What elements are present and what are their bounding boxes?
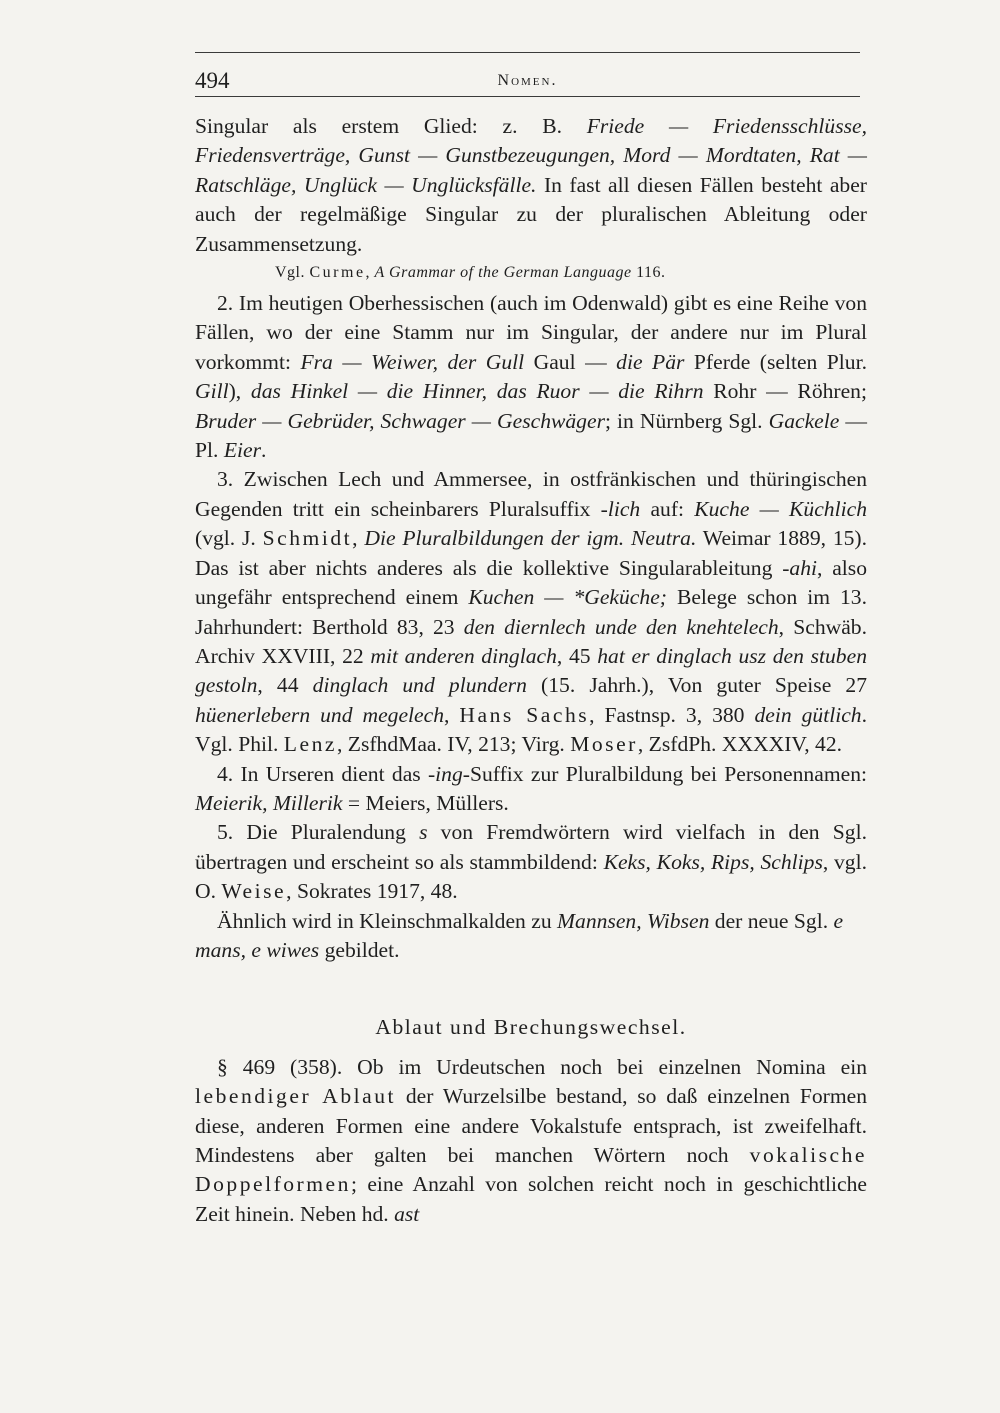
header-top-rule <box>195 52 860 53</box>
running-header <box>195 60 860 94</box>
paragraph-469-ablaut: § 469 (358). Ob im Urdeutschen noch bei einzelnen Nomina ein lebendiger Ablaut der Wurzelsilbe bestand, so daß einzelnen Formen diese, anderen Formen eine andere Vokalstufe entsprach, ist zweifelhaft. Mindestens aber galten bei manchen Wörtern noch vokalische Doppelformen; eine Anzahl von solchen reicht noch in geschichtliche Zeit hinein. Neben hd. ast <box>195 1054 867 1226</box>
paragraph-3-lech-ammersee: 3. Zwischen Lech und Ammersee, in ostfränkischen und thüringischen Gegenden tritt ein scheinbarers Pluralsuffix -lich auf: Kuche — Küchlich (vgl. J. Schmidt, Die Pluralbildungen der igm. Neutra. Weimar 1889, 15). Das ist aber nichts anderes als die kollektive Singularableitung -ahi, also ungefähr entsprechend einem Kuchen — *Geküche; Belege schon im 13. Jahrhundert: Berthold 83, 23 den diernlech unde den knehtelech, Schwäb. Archiv XXVIII, 22 mit anderen dinglach, 45 hat er dinglach usz den stuben gestoln, 44 dinglach und plundern (15. Jahrh.), Von guter Speise 27 hüenerlebern und megelech, Hans Sachs, Fastnsp. 3, 380 dein gütlich. Vgl. Phil. Lenz, ZsfhdMaa. IV, 213; Virg. Moser, ZsfdPh. XXXXIV, 42. <box>195 467 868 757</box>
header-bottom-rule <box>195 96 860 97</box>
paragraph-kleinschmalkalden: Ähnlich wird in Kleinschmalkalden zu Mannsen, Wibsen der neue Sgl. e mans, e wiwes gebildet. <box>195 908 844 962</box>
paragraph-2-oberhessisch: 2. Im heutigen Oberhessischen (auch im Odenwald) gibt es eine Reihe von Fällen, wo der eine Stamm nur im Singular, der andere nur im Plural vorkommt: Fra — Weiwer, der Gull Gaul — die Pär Pferde (selten Plur. Gill), das Hinkel — die Hinner, das Ruor — die Rihrn Rohr — Röhren; Bruder — Gebrüder, Schwager — Geschwäger; in Nürnberg Sgl. Gackele — Pl. Eier. <box>195 291 868 463</box>
reference-note: Vgl. Curme, A Grammar of the German Language 116. <box>275 264 666 282</box>
section-heading: Ablaut und Brechungswechsel. <box>375 1015 687 1040</box>
paragraph-4-urseren: 4. In Urseren dient das -ing-Suffix zur Pluralbildung bei Personennamen: Meierik, Millerik = Meiers, Müllers. <box>195 761 867 815</box>
page-number: 494 <box>195 68 230 93</box>
page-body <box>195 112 867 1229</box>
paragraph-singular-compounds: Singular als erstem Glied: z. B. Friede — Friedensschlüsse, Friedensverträge, Gunst — Gunstbezeugungen, Mord — Mordtaten, Rat — Ratschläge, Unglück — Unglücksfälle. In fast all diesen Fällen besteht aber auch der regelmäßige Singular zu der pluralischen Ableitung oder Zusammensetzung. <box>195 114 868 256</box>
paragraph-5-fremdwoerter: 5. Die Pluralendung s von Fremdwörtern wird vielfach in den Sgl. übertragen und erscheint so als stammbildend: Keks, Koks, Rips, Schlips, vgl. O. Weise, Sokrates 1917, 48. <box>195 820 867 904</box>
running-title: Nomen. <box>497 72 558 89</box>
